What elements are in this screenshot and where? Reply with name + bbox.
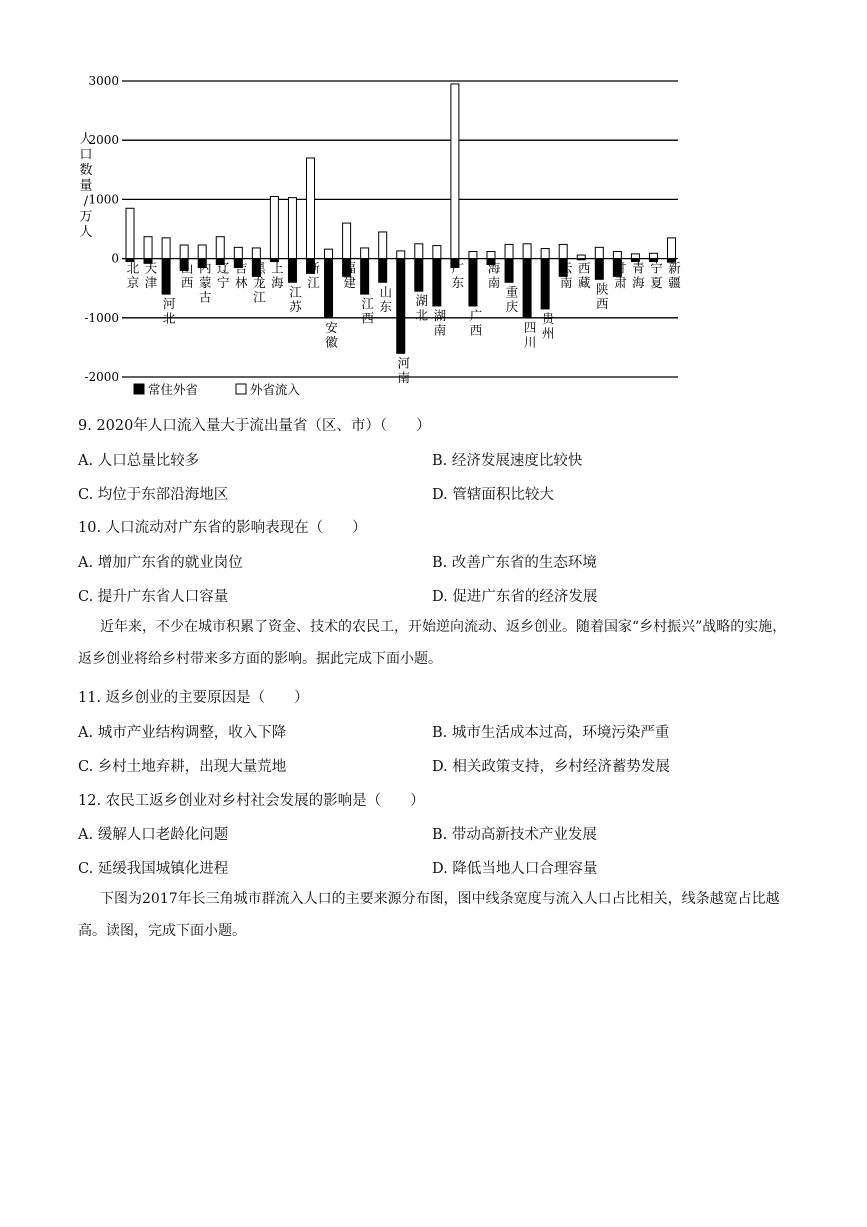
x-tick-label-char: 北 xyxy=(126,260,140,276)
bar-inflow-16 xyxy=(415,244,423,259)
bar-inflow-24 xyxy=(559,244,567,258)
x-tick-label-char: 安 xyxy=(325,319,338,335)
x-tick-label-char: 山 xyxy=(379,284,392,300)
bar-inflow-9 xyxy=(288,198,296,259)
passage-yangtze-delta-map: 下图为2017年长三角城市群流入人口的主要来源分布图，图中线条宽度与流入人口占比相关，线条越宽占比越高。读图，完成下面小题。 xyxy=(78,891,780,939)
bar-inflow-1 xyxy=(144,237,152,259)
x-tick-label-char: 蒙 xyxy=(198,275,212,291)
bar-inflow-18 xyxy=(451,84,459,259)
x-tick-label-char: 建 xyxy=(343,275,356,291)
x-tick-label-char: 西 xyxy=(596,295,609,311)
x-tick-label-char: 东 xyxy=(451,275,465,291)
bar-inflow-15 xyxy=(397,251,405,259)
bar-inflow-11 xyxy=(325,249,333,258)
y-label-char: / xyxy=(83,194,89,209)
passage-return-entrepreneurship: 近年来，不少在城市积累了资金、技术的农民工，开始逆向流动、返乡创业。随着国家“乡村振兴”战略的实施，返乡创业将给乡村带来多方面的影响。据此完成下面小题。 xyxy=(78,619,787,667)
bar-outflow-22 xyxy=(523,259,531,318)
bar-inflow-3 xyxy=(180,245,188,259)
x-tick-label-char: 夏 xyxy=(650,275,663,291)
x-tick-label-char: 西 xyxy=(361,310,374,326)
bar-outflow-11 xyxy=(325,259,333,318)
question-11-option-d: D. 相关政策支持，乡村经济蓄势发展 xyxy=(432,759,670,775)
question-9-option-a: A. 人口总量比较多 xyxy=(78,453,200,469)
question-12-option-b: B. 带动高新技术产业发展 xyxy=(432,827,597,843)
question-9-option-b: B. 经济发展速度比较快 xyxy=(432,453,583,469)
x-tick-label-char: 南 xyxy=(487,275,501,291)
x-tick-label-char: 疆 xyxy=(668,275,681,291)
legend-label-inflow: 外省流入 xyxy=(250,382,301,397)
x-tick-label-char: 内 xyxy=(198,260,212,276)
bar-outflow-23 xyxy=(541,259,549,309)
chart-bars xyxy=(126,84,676,353)
question-10-option-b: B. 改善广东省的生态环境 xyxy=(432,555,597,571)
question-10-stem: 10. 人口流动对广东省的影响表现在（ ） xyxy=(78,520,367,536)
x-tick-label-char: 南 xyxy=(559,275,573,291)
question-11-option-c: C. 乡村土地弃耕，出现大量荒地 xyxy=(78,759,287,775)
question-11-stem: 11. 返乡创业的主要原因是（ ） xyxy=(78,690,309,706)
x-tick-label-char: 西 xyxy=(577,260,591,276)
x-tick-label-char: 广 xyxy=(469,307,483,323)
bar-outflow-17 xyxy=(433,259,441,306)
x-tick-label-char: 广 xyxy=(451,260,465,276)
x-tick-label-char: 陕 xyxy=(596,281,609,297)
bar-inflow-12 xyxy=(343,223,351,259)
x-tick-label-char: 江 xyxy=(361,296,374,312)
x-tick-label-char: 辽 xyxy=(216,260,230,276)
legend-swatch-outflow xyxy=(134,384,144,394)
bar-inflow-6 xyxy=(234,247,242,258)
x-tick-label-char: 河 xyxy=(162,296,176,312)
bar-inflow-21 xyxy=(505,244,513,258)
x-tick-label-char: 苏 xyxy=(289,298,302,314)
bar-inflow-8 xyxy=(270,196,278,258)
question-12-option-d: D. 降低当地人口合理容量 xyxy=(432,861,598,877)
population-flow-chart xyxy=(0,0,867,400)
bar-inflow-29 xyxy=(649,253,657,258)
y-tick-label: -1000 xyxy=(84,310,119,325)
x-tick-label-char: 江 xyxy=(307,275,320,291)
bar-inflow-19 xyxy=(469,251,477,258)
question-10-option-a: A. 增加广东省的就业岗位 xyxy=(78,555,243,571)
question-9-option-d: D. 管辖面积比较大 xyxy=(432,487,554,503)
x-tick-label-char: 天 xyxy=(144,260,158,276)
y-label-char: 量 xyxy=(79,178,93,194)
bar-inflow-28 xyxy=(631,254,639,259)
y-tick-label: 0 xyxy=(111,251,119,266)
question-11-option-b: B. 城市生活成本过高，环境污染严重 xyxy=(432,725,670,741)
question-12-stem: 12. 农民工返乡创业对乡村社会发展的影响是（ ） xyxy=(78,793,425,809)
bar-inflow-0 xyxy=(126,208,134,258)
question-10-option-c: C. 提升广东省人口容量 xyxy=(78,589,229,605)
bar-inflow-5 xyxy=(216,237,224,259)
y-tick-label: -2000 xyxy=(84,370,119,384)
y-label-char: 人 xyxy=(79,132,93,147)
question-9-option-c: C. 均位于东部沿海地区 xyxy=(78,487,229,503)
x-tick-label-char: 湖 xyxy=(433,307,447,323)
x-tick-label-char: 山 xyxy=(180,260,194,276)
x-tick-label-char: 黑 xyxy=(253,260,266,276)
x-tick-label-char: 江 xyxy=(289,284,302,300)
x-tick-label-char: 庆 xyxy=(505,298,519,314)
x-tick-label-char: 福 xyxy=(343,260,356,276)
legend-swatch-inflow xyxy=(236,384,246,394)
x-tick-label-char: 南 xyxy=(433,322,447,338)
bar-inflow-20 xyxy=(487,251,495,258)
x-tick-label-char: 上 xyxy=(271,260,284,276)
x-tick-label-char: 宁 xyxy=(216,275,230,291)
x-tick-label-char: 海 xyxy=(487,260,501,276)
bar-outflow-14 xyxy=(379,259,387,283)
x-tick-label-char: 江 xyxy=(253,289,266,305)
question-10-option-d: D. 促进广东省的经济发展 xyxy=(432,589,598,605)
x-tick-label-char: 新 xyxy=(668,260,681,276)
x-tick-label-char: 四 xyxy=(523,319,537,335)
y-tick-label: 1000 xyxy=(88,192,119,207)
bar-outflow-16 xyxy=(415,259,423,292)
x-tick-label-char: 浙 xyxy=(307,260,320,276)
x-tick-label-char: 湖 xyxy=(415,293,429,309)
x-tick-label-char: 古 xyxy=(198,289,212,305)
bar-outflow-25 xyxy=(577,259,585,260)
y-label-char: 口 xyxy=(79,147,93,163)
x-tick-label-char: 西 xyxy=(469,322,483,338)
y-axis-label xyxy=(79,132,92,240)
bar-inflow-25 xyxy=(577,255,585,259)
x-tick-label-char: 重 xyxy=(505,284,519,300)
bar-inflow-2 xyxy=(162,238,170,259)
bar-outflow-21 xyxy=(505,259,513,283)
bar-inflow-10 xyxy=(307,158,315,259)
question-12-option-a: A. 缓解人口老龄化问题 xyxy=(78,827,229,843)
y-label-char: 人 xyxy=(79,225,93,240)
x-tick-label-char: 州 xyxy=(541,325,555,341)
x-tick-label-char: 津 xyxy=(144,275,158,291)
bar-inflow-27 xyxy=(613,251,621,258)
y-tick-label: 3000 xyxy=(88,74,119,88)
x-tick-label-char: 甘 xyxy=(614,260,627,276)
x-tick-label-char: 海 xyxy=(632,275,645,291)
bar-inflow-4 xyxy=(198,245,206,259)
x-tick-label-char: 云 xyxy=(559,260,573,276)
x-tick-label-char: 龙 xyxy=(253,275,266,291)
x-tick-label-char: 北 xyxy=(415,307,429,323)
bar-inflow-22 xyxy=(523,244,531,259)
x-tick-label-char: 西 xyxy=(180,275,194,291)
bar-outflow-15 xyxy=(397,259,405,354)
question-12-option-c: C. 延缓我国城镇化进程 xyxy=(78,861,229,877)
bar-inflow-17 xyxy=(433,246,441,259)
x-tick-label-char: 宁 xyxy=(650,260,663,276)
bar-outflow-13 xyxy=(361,259,369,295)
chart-legend xyxy=(134,382,301,397)
bar-outflow-26 xyxy=(595,259,603,280)
x-tick-label-char: 青 xyxy=(632,260,645,276)
question-11-option-a: A. 城市产业结构调整，收入下降 xyxy=(78,725,287,741)
x-tick-label-char: 东 xyxy=(379,298,392,314)
bar-inflow-14 xyxy=(379,232,387,259)
bar-inflow-26 xyxy=(595,247,603,258)
x-tick-label-char: 藏 xyxy=(577,275,591,291)
bar-inflow-30 xyxy=(668,238,676,259)
x-tick-label-char: 川 xyxy=(523,334,537,350)
bar-outflow-19 xyxy=(469,259,477,306)
y-label-char: 数 xyxy=(79,163,93,178)
x-tick-label-char: 吉 xyxy=(235,260,248,276)
x-tick-label-char: 京 xyxy=(126,275,140,291)
x-tick-label-char: 南 xyxy=(397,369,411,385)
x-tick-label-char: 河 xyxy=(397,355,411,371)
x-tick-label-char: 贵 xyxy=(541,310,555,326)
legend-label-outflow: 常住外省 xyxy=(148,382,199,397)
bar-outflow-9 xyxy=(288,259,296,283)
y-label-char: 万 xyxy=(79,209,93,225)
x-tick-label-char: 徽 xyxy=(325,334,338,350)
question-9-stem: 9. 2020年人口流入量大于流出量省（区、市）（ ） xyxy=(78,418,431,434)
bar-outflow-2 xyxy=(162,259,170,295)
bar-inflow-13 xyxy=(361,248,369,259)
x-tick-label-char: 林 xyxy=(235,275,248,291)
x-tick-label-char: 肃 xyxy=(614,275,627,291)
bar-inflow-23 xyxy=(541,249,549,259)
y-tick-label: 2000 xyxy=(88,133,119,148)
x-tick-label-char: 北 xyxy=(162,310,176,326)
bar-inflow-7 xyxy=(252,248,260,259)
x-tick-label-char: 海 xyxy=(271,275,284,291)
